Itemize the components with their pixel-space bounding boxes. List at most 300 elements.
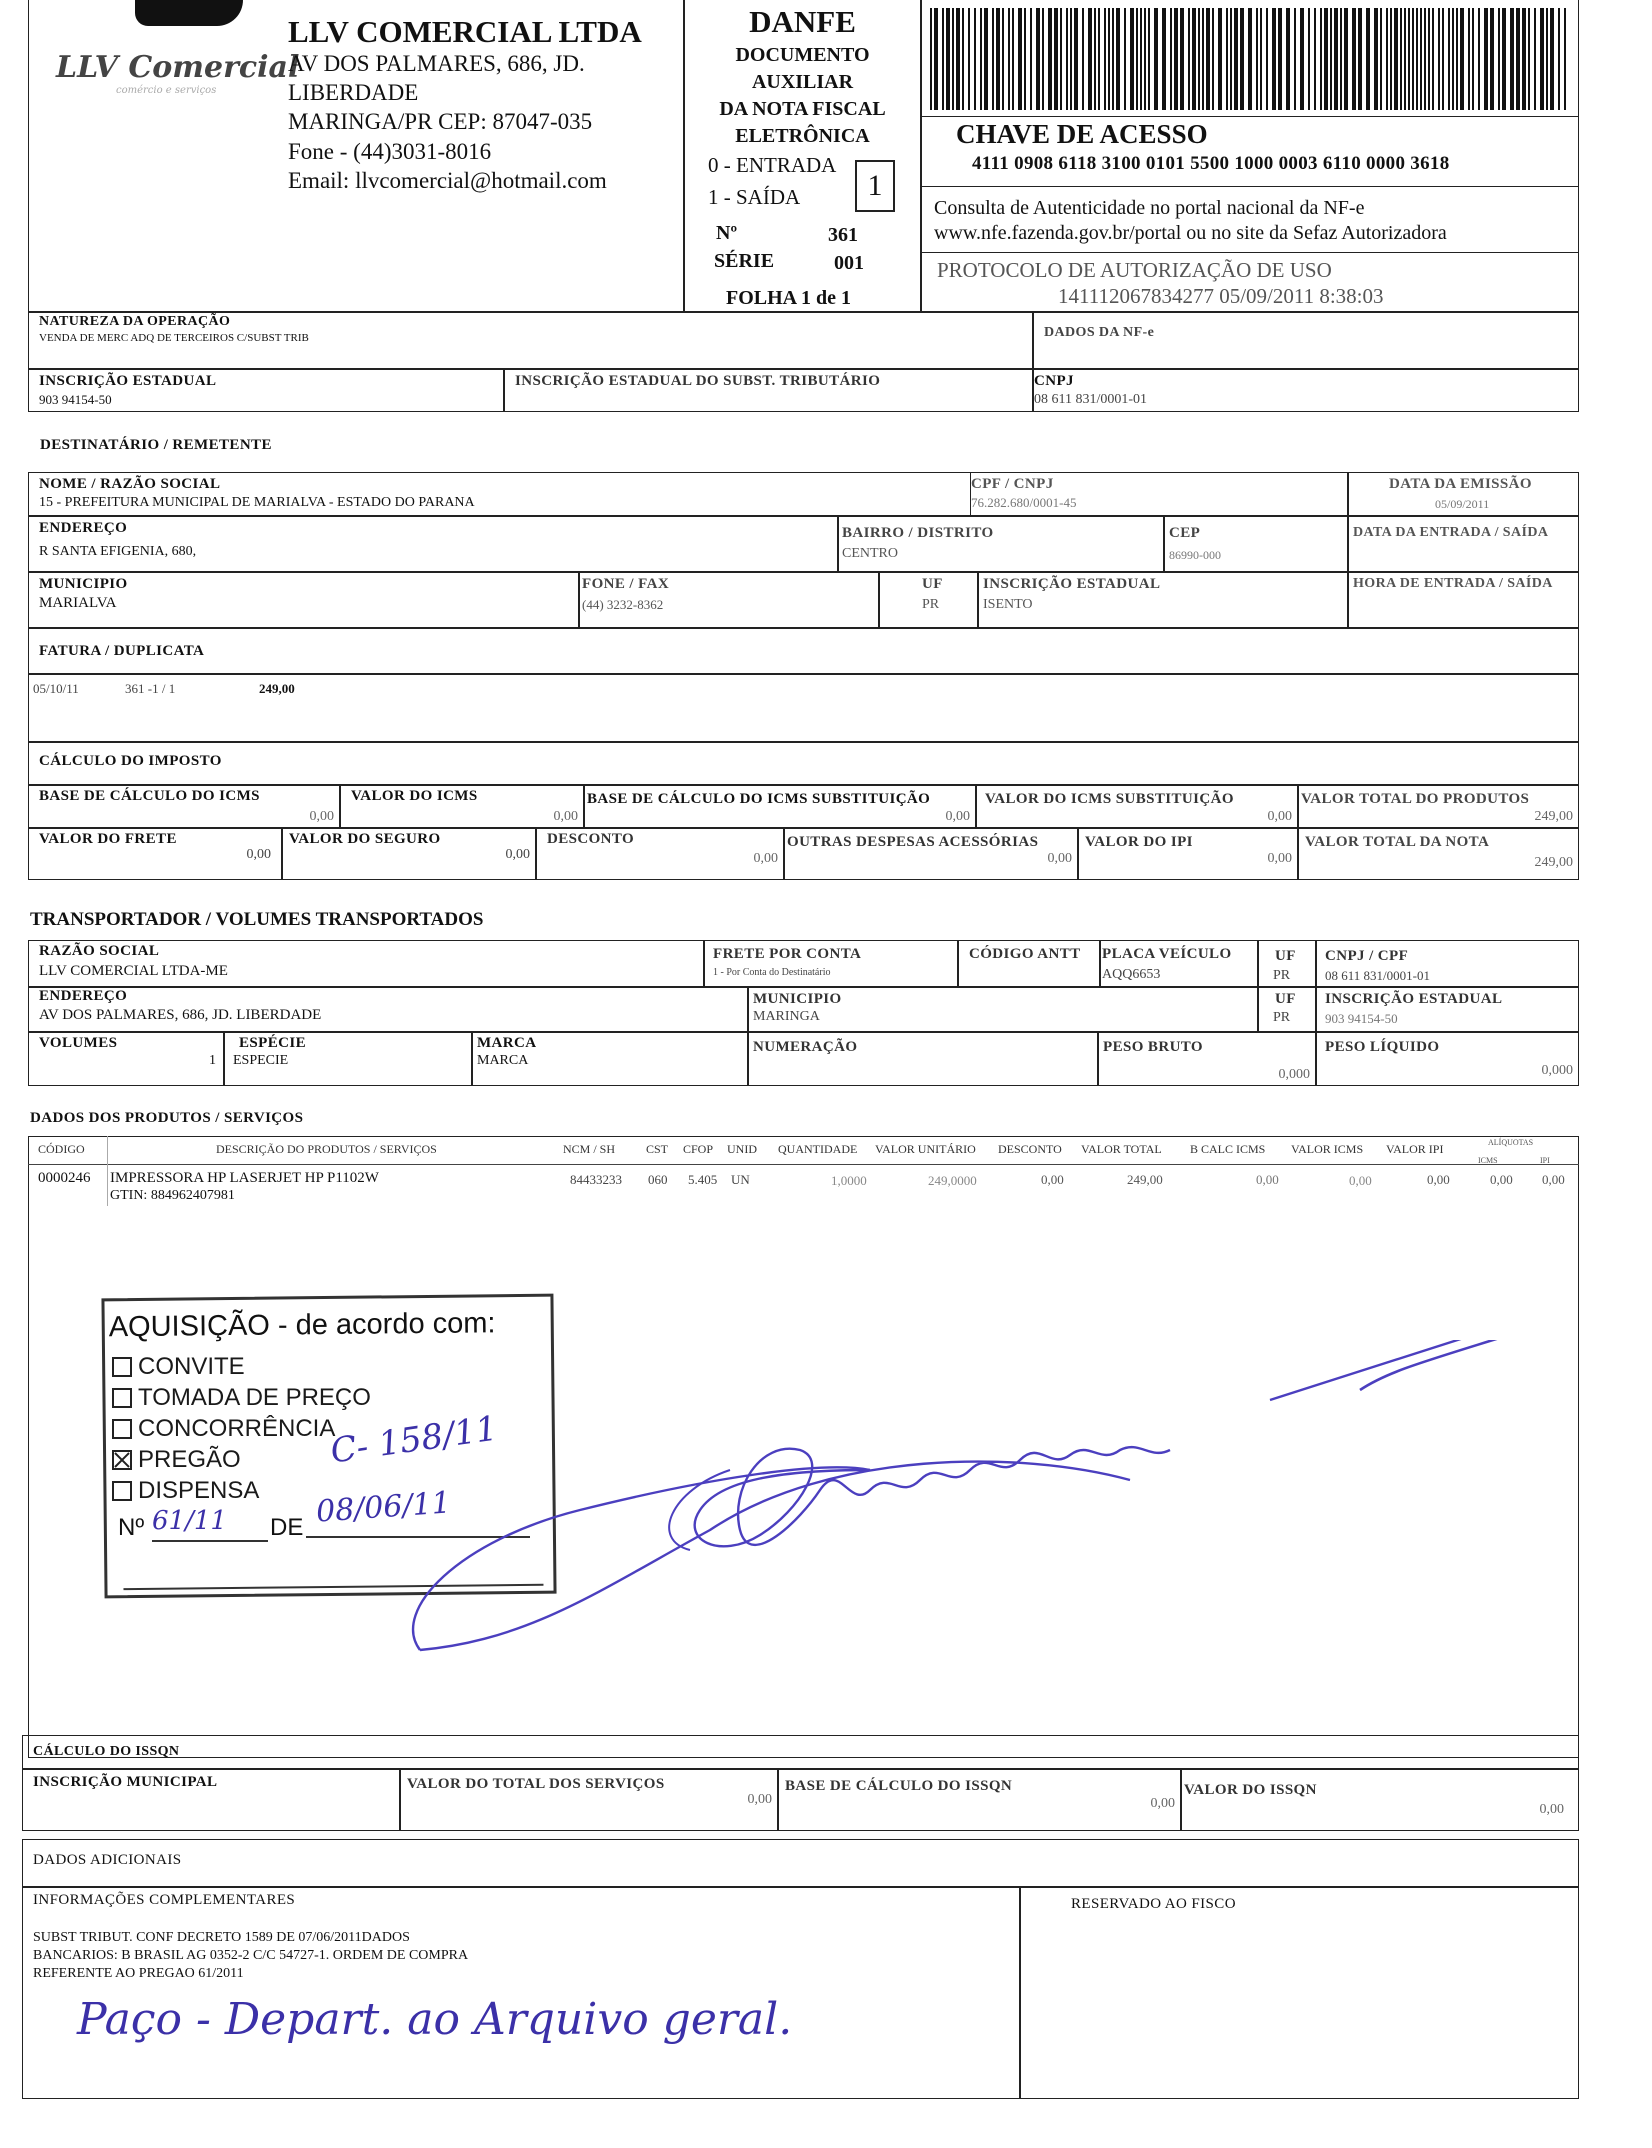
field-label: BASE DE CÁLCULO DO ICMS <box>39 788 260 804</box>
transp-cnpj <box>1316 940 1579 987</box>
field-value: 0,00 <box>246 847 271 862</box>
issqn-header <box>22 1735 1579 1769</box>
transp-marca-value: MARCA <box>477 1053 529 1068</box>
field-label: RAZÃO SOCIAL <box>39 943 160 959</box>
field-label: CEP <box>1169 525 1201 541</box>
barcode-bar <box>1240 8 1244 110</box>
field-label: NOME / RAZÃO SOCIAL <box>39 476 221 492</box>
barcode-bar <box>1266 8 1268 110</box>
section-produtos: DADOS DOS PRODUTOS / SERVIÇOS <box>30 1110 304 1126</box>
barcode-bar <box>1534 8 1536 110</box>
field-label: CÓDIGO ANTT <box>969 946 1081 962</box>
barcode-bar <box>962 8 964 110</box>
field-label: DATA DA EMISSÃO <box>1389 476 1532 492</box>
signature <box>400 1340 1550 1680</box>
imposto-frete <box>28 828 282 880</box>
access-title: CHAVE DE ACESSO <box>956 119 1208 149</box>
barcode-bar <box>1452 8 1454 110</box>
imposto-v-nota <box>1298 828 1579 880</box>
barcode-bar <box>1404 8 1406 110</box>
col-header-ncm: NCM / SH <box>563 1142 616 1156</box>
col-header-codigo: CÓDIGO <box>38 1142 85 1156</box>
issuer-address2: LIBERDADE <box>288 80 419 105</box>
issqn-base <box>778 1769 1181 1831</box>
col-header-unid: UNID <box>727 1142 757 1156</box>
barcode-bar <box>996 8 1000 110</box>
barcode-bar <box>942 8 944 110</box>
transp-placa <box>1100 940 1258 987</box>
transp-numeracao <box>748 1032 1098 1086</box>
barcode-bar <box>1498 8 1500 110</box>
barcode-bar <box>1206 8 1210 110</box>
barcode-bar <box>992 8 994 110</box>
item-codigo: 0000246 <box>38 1170 91 1186</box>
barcode-bar <box>1234 8 1238 110</box>
dest-bairro <box>838 516 1164 572</box>
dest-cep <box>1164 516 1348 572</box>
item-gtin: GTIN: 884962407981 <box>110 1188 235 1203</box>
dest-fone <box>579 572 879 628</box>
barcode-bar <box>1272 8 1276 110</box>
barcode-bar <box>1330 8 1332 110</box>
dest-ie <box>978 572 1348 628</box>
danfe-subtitle <box>684 42 921 150</box>
ie-value: 903 94154-50 <box>39 392 112 407</box>
barcode-bar <box>1174 8 1178 110</box>
danfe-numero: 361 <box>828 224 858 246</box>
checkbox-icon <box>112 1419 132 1439</box>
transp-antt <box>958 940 1100 987</box>
barcode-bar <box>1124 8 1126 110</box>
item-cfop: 5.405 <box>688 1172 718 1187</box>
danfe-subtitle-line: AUXILIAR <box>751 71 854 93</box>
imposto-bc-st <box>584 785 976 828</box>
field-label: UF <box>1275 991 1296 1007</box>
barcode-bar <box>1104 8 1106 110</box>
barcode-bar <box>1366 8 1370 110</box>
barcode-bar <box>1036 8 1040 110</box>
field-label: INSCRIÇÃO MUNICIPAL <box>33 1774 218 1790</box>
barcode-bar <box>934 8 938 110</box>
imposto-bc-icms <box>28 785 340 828</box>
col-header-aliquotas: ALÍQUOTAS <box>1488 1138 1534 1147</box>
col-header-vicms: VALOR ICMS <box>1291 1142 1364 1156</box>
dest-cep-value: 86990-000 <box>1169 548 1221 562</box>
barcode-bar <box>1478 8 1480 110</box>
barcode-bar <box>946 8 950 110</box>
transp-especie <box>224 1032 472 1086</box>
field-value: 249,00 <box>1534 855 1573 870</box>
item-vtotal: 249,00 <box>1127 1172 1163 1187</box>
transp-peso-liquido <box>1316 1032 1579 1086</box>
protocolo-label: PROTOCOLO DE AUTORIZAÇÃO DE USO <box>937 258 1332 282</box>
dest-uf-value: PR <box>922 597 940 612</box>
field-value: 0,00 <box>1150 1796 1175 1811</box>
protocolo-value: 141112067834277 05/09/2011 8:38:03 <box>1058 284 1384 308</box>
barcode-bar <box>1516 8 1520 110</box>
danfe-serie: 001 <box>834 252 864 274</box>
col-header-aliq-icms: ICMS <box>1478 1156 1498 1165</box>
danfe-serie-label: SÉRIE <box>714 250 775 272</box>
barcode-bar <box>1558 8 1560 110</box>
barcode-bar <box>1390 8 1392 110</box>
transp-municipio <box>748 987 1258 1032</box>
barcode-bar <box>1324 8 1328 110</box>
transp-razao-value: LLV COMERCIAL LTDA-ME <box>39 963 228 979</box>
barcode-bar <box>1130 8 1134 110</box>
barcode-bar <box>1428 8 1430 110</box>
consulta-line1: Consulta de Autenticidade no portal nacional da NF-e <box>934 197 1365 219</box>
field-label: VALOR TOTAL DA NOTA <box>1305 834 1490 850</box>
barcode-bar <box>1380 8 1382 110</box>
stamp-option-label: DISPENSA <box>138 1477 260 1504</box>
item-unid: UN <box>731 1172 750 1187</box>
field-label: MUNICIPIO <box>39 576 128 592</box>
field-label: BASE DE CÁLCULO DO ISSQN <box>785 1778 1013 1794</box>
barcode-bar <box>1420 8 1422 110</box>
transp-volumes <box>28 1032 224 1086</box>
stamp-option-pregao <box>112 1446 241 1474</box>
barcode-bar <box>1286 8 1290 110</box>
danfe-entrada: 0 - ENTRADA <box>708 153 837 177</box>
section-transportador: TRANSPORTADOR / VOLUMES TRANSPORTADOS <box>30 909 484 930</box>
issqn-inscricao <box>22 1769 400 1831</box>
transp-ie <box>1316 987 1579 1032</box>
barcode-bar <box>1170 8 1172 110</box>
barcode-bar <box>1510 8 1514 110</box>
dest-municipio <box>28 572 579 628</box>
barcode-bar <box>1334 8 1338 110</box>
field-label: VALOR TOTAL DO PRODUTOS <box>1301 791 1530 807</box>
barcode-bar <box>1442 8 1444 110</box>
col-header-vipi: VALOR IPI <box>1386 1142 1444 1156</box>
field-value: 0,00 <box>1267 809 1292 824</box>
imposto-v-icms <box>340 785 584 828</box>
stamp-option-label: CONVITE <box>138 1353 245 1380</box>
barcode-bar <box>930 8 932 110</box>
col-header-desconto: DESCONTO <box>998 1142 1062 1156</box>
barcode-bar <box>1202 8 1204 110</box>
barcode-bar <box>1230 8 1232 110</box>
field-label: CNPJ <box>1034 373 1074 389</box>
field-label: PESO LÍQUIDO <box>1325 1039 1440 1055</box>
field-label: RESERVADO AO FISCO <box>1071 1896 1236 1912</box>
barcode-bar <box>1082 8 1084 110</box>
dest-nome-value: 15 - PREFEITURA MUNICIPAL DE MARIALVA - ESTADO DO PARANA <box>39 495 475 510</box>
barcode-bar <box>1098 8 1100 110</box>
issuer-logo <box>56 50 299 96</box>
transp-endereco <box>28 987 748 1032</box>
field-label: CPF / CNPJ <box>971 476 1054 492</box>
barcode-bar <box>1260 8 1262 110</box>
info-line: BANCARIOS: B BRASIL AG 0352-2 C/C 54727-1. ORDEM DE COMPRA <box>33 1948 469 1963</box>
dest-cpf-value: 76.282.680/0001-45 <box>971 495 1077 510</box>
barcode-bar <box>1340 8 1342 110</box>
barcode-bar <box>1528 8 1530 110</box>
item-aliq-icms: 0,00 <box>1490 1172 1513 1187</box>
field-label: UF <box>922 576 943 592</box>
issqn-valor-servicos <box>400 1769 778 1831</box>
barcode-bar <box>1002 8 1004 110</box>
col-header-bcalc: B CALC ICMS <box>1190 1142 1266 1156</box>
barcode-bar <box>1012 8 1014 110</box>
barcode-bar <box>1112 8 1114 110</box>
barcode-bar <box>1490 8 1494 110</box>
section-imposto: CÁLCULO DO IMPOSTO <box>39 753 222 769</box>
stamp-option-dispensa <box>112 1477 259 1505</box>
barcode-bar <box>1522 8 1526 110</box>
checkbox-icon <box>112 1357 132 1377</box>
field-label: DADOS DA NF-e <box>1044 325 1155 340</box>
barcode-bar <box>1400 8 1402 110</box>
barcode-bar <box>1374 8 1378 110</box>
barcode-bar <box>1030 8 1032 110</box>
imposto-header <box>28 742 1579 785</box>
checkbox-checked-icon <box>112 1450 132 1470</box>
stamp-option-convite <box>112 1353 245 1381</box>
danfe-tipo-box: 1 <box>855 160 895 212</box>
dest-hora <box>1348 572 1579 628</box>
danfe-saida: 1 - SAÍDA <box>708 185 801 209</box>
transp-marca <box>472 1032 748 1086</box>
danfe-folha: FOLHA 1 de 1 <box>726 287 852 309</box>
checkbox-icon <box>112 1388 132 1408</box>
barcode-bar <box>1108 8 1110 110</box>
field-value: 0,00 <box>1047 851 1072 866</box>
dest-ie-value: ISENTO <box>983 597 1033 612</box>
field-value: 0,00 <box>753 851 778 866</box>
field-label: PLACA VEÍCULO <box>1102 946 1232 962</box>
barcode-bar <box>1048 8 1052 110</box>
field-label: DESCONTO <box>547 831 635 847</box>
barcode <box>930 8 1570 112</box>
fatura-body <box>28 674 1579 742</box>
produtos-header-divider <box>28 1164 1579 1165</box>
imposto-v-prod <box>1298 785 1579 828</box>
field-value: 0,00 <box>1539 1802 1564 1817</box>
field-label: NATUREZA DA OPERAÇÃO <box>39 314 231 329</box>
field-label: CNPJ / CPF <box>1325 948 1409 964</box>
barcode-bar <box>1042 8 1044 110</box>
field-label: INSCRIÇÃO ESTADUAL <box>39 373 217 389</box>
field-label: UF <box>1275 948 1296 964</box>
info-line: REFERENTE AO PREGAO 61/2011 <box>33 1966 244 1981</box>
logo-text: LLV Comercial <box>56 50 300 85</box>
field-label: VALOR DO IPI <box>1085 834 1193 850</box>
field-value: 0,000 <box>1541 1063 1573 1078</box>
inscricao-estadual <box>28 369 504 412</box>
hand-stamp-date: 08/06/11 <box>314 1485 452 1530</box>
stamp-no-rule <box>152 1540 268 1542</box>
barcode-bar <box>1424 8 1426 110</box>
transp-cnpj-value: 08 611 831/0001-01 <box>1325 968 1430 983</box>
imposto-outras <box>784 828 1078 880</box>
barcode-bar <box>1248 8 1252 110</box>
barcode-bar <box>1066 8 1068 110</box>
barcode-bar <box>1412 8 1414 110</box>
barcode-bar <box>1180 8 1184 110</box>
section-destinatario: DESTINATÁRIO / REMETENTE <box>40 437 272 453</box>
barcode-bar <box>1358 8 1362 110</box>
barcode-bar <box>1088 8 1092 110</box>
field-label: ENDEREÇO <box>39 988 128 1004</box>
access-key: 4111 0908 6118 3100 0101 5500 1000 0003 6110 0000 3618 <box>972 153 1450 174</box>
transp-frete-value: 1 - Por Conta do Destinatário <box>713 967 831 978</box>
barcode-bar <box>1564 8 1566 110</box>
field-label: VOLUMES <box>39 1035 118 1051</box>
transp-endereco-value: AV DOS PALMARES, 686, JD. LIBERDADE <box>39 1007 322 1023</box>
fatura-numero: 361 -1 / 1 <box>125 681 176 696</box>
col-header-cfop: CFOP <box>683 1142 714 1156</box>
barcode-bar <box>1148 8 1150 110</box>
cnpj-value: 08 611 831/0001-01 <box>1034 392 1148 407</box>
field-label: VALOR DO ICMS <box>351 788 478 804</box>
field-label: INSCRIÇÃO ESTADUAL <box>1325 991 1503 1007</box>
imposto-ipi <box>1078 828 1298 880</box>
barcode-bar <box>1226 8 1228 110</box>
cnpj-emitente <box>1033 369 1579 412</box>
barcode-bar <box>1256 8 1258 110</box>
dados-nfe <box>1033 312 1579 369</box>
field-label: ESPÉCIE <box>239 1035 306 1051</box>
stamp-option-concorrencia <box>112 1415 335 1443</box>
scan-mark <box>135 0 243 26</box>
dest-uf <box>879 572 978 628</box>
transp-razao <box>28 940 704 987</box>
barcode-bar <box>952 8 954 110</box>
barcode-bar <box>1546 8 1548 110</box>
issuer-email: Email: llvcomercial@hotmail.com <box>288 168 607 193</box>
issuer-name: LLV COMERCIAL LTDA <box>288 14 642 49</box>
dest-nome <box>28 472 971 516</box>
barcode-bar <box>1468 8 1470 110</box>
barcode-bar <box>1154 8 1158 110</box>
dest-entrada <box>1348 516 1579 572</box>
issuer-phone: Fone - (44)3031-8016 <box>288 139 492 164</box>
col-header-quantidade: QUANTIDADE <box>778 1142 858 1156</box>
barcode-bar <box>968 8 970 110</box>
stamp-title: AQUISIÇÃO - de acordo com: <box>108 1307 496 1344</box>
stamp-de-label: DE <box>270 1514 304 1541</box>
barcode-bar <box>1352 8 1356 110</box>
barcode-bar <box>1314 8 1316 110</box>
barcode-bar <box>1070 8 1072 110</box>
col-header-cst: CST <box>646 1142 669 1156</box>
barcode-bar <box>1054 8 1058 110</box>
barcode-bar <box>1456 8 1458 110</box>
field-value: 0,00 <box>747 1792 772 1807</box>
col-header-vunit: VALOR UNITÁRIO <box>875 1142 976 1156</box>
field-label: INSCRIÇÃO ESTADUAL DO SUBST. TRIBUTÁRIO <box>515 373 881 389</box>
col-header-vtotal: VALOR TOTAL <box>1081 1142 1162 1156</box>
transp-uf2 <box>1258 987 1316 1032</box>
access-divider <box>921 116 1579 117</box>
danfe-subtitle-line: DA NOTA FISCAL <box>719 98 886 120</box>
reservado-fisco <box>1020 1887 1579 2099</box>
field-value: 0,000 <box>1278 1067 1310 1082</box>
field-label: VALOR DO TOTAL DOS SERVIÇOS <box>407 1776 665 1792</box>
barcode-bar <box>1278 8 1282 110</box>
barcode-bar <box>1416 8 1418 110</box>
field-label: VALOR DO ICMS SUBSTITUIÇÃO <box>985 791 1234 807</box>
barcode-bar <box>1144 8 1146 110</box>
field-value: 0,00 <box>505 847 530 862</box>
stamp-option-tomada <box>112 1384 371 1412</box>
natureza-operacao <box>28 312 1033 369</box>
handwritten-note: Paço - Depart. ao Arquivo geral. <box>77 1994 793 2045</box>
item-quantidade: 1,0000 <box>831 1173 867 1188</box>
section-adicionais: DADOS ADICIONAIS <box>33 1852 182 1868</box>
barcode-bar <box>1162 8 1166 110</box>
field-label: MUNICIPIO <box>753 991 842 1007</box>
barcode-bar <box>956 8 960 110</box>
barcode-bar <box>1116 8 1120 110</box>
fatura-header <box>28 628 1579 674</box>
dest-emissao <box>1348 472 1579 516</box>
field-label: FRETE POR CONTA <box>713 946 862 962</box>
barcode-bar <box>1094 8 1096 110</box>
item-ncm: 84433233 <box>570 1172 622 1187</box>
stamp-option-label: TOMADA DE PREÇO <box>138 1384 371 1411</box>
issuer-city: MARINGA/PR CEP: 87047-035 <box>288 109 593 134</box>
stamp-option-label: CONCORRÊNCIA <box>138 1415 336 1442</box>
barcode-bar <box>1550 8 1554 110</box>
barcode-bar <box>984 8 988 110</box>
barcode-bar <box>1448 8 1450 110</box>
barcode-bar <box>1074 8 1078 110</box>
transp-municipio-value: MARINGA <box>753 1009 820 1024</box>
field-label: ENDEREÇO <box>39 520 128 536</box>
transp-uf2-value: PR <box>1273 1010 1291 1025</box>
danfe-subtitle-line: ELETRÔNICA <box>735 125 870 147</box>
item-desconto: 0,00 <box>1041 1172 1064 1187</box>
item-bcalc: 0,00 <box>1256 1172 1279 1187</box>
field-label: NUMERAÇÃO <box>753 1039 858 1055</box>
danfe-subtitle-line: DOCUMENTO <box>735 44 870 66</box>
barcode-bar <box>1294 8 1296 110</box>
hand-pregao-number: C- 158/11 <box>328 1408 500 1472</box>
transp-ie-value: 903 94154-50 <box>1325 1011 1398 1026</box>
barcode-bar <box>1198 8 1200 110</box>
barcode-bar <box>1320 8 1322 110</box>
field-value: 0,00 <box>945 809 970 824</box>
hand-stamp-number: 61/11 <box>152 1506 227 1536</box>
item-aliq-ipi: 0,00 <box>1542 1172 1565 1187</box>
imposto-desconto <box>536 828 784 880</box>
logo-subtext: comércio e serviços <box>116 85 217 96</box>
field-label: INSCRIÇÃO ESTADUAL <box>983 576 1161 592</box>
field-value: 0,00 <box>1267 851 1292 866</box>
barcode-bar <box>1300 8 1304 110</box>
danfe-title: DANFE <box>749 4 856 39</box>
field-label: FONE / FAX <box>582 576 670 592</box>
consulta-line2: www.nfe.fazenda.gov.br/portal ou no site da Sefaz Autorizadora <box>934 222 1447 244</box>
barcode-bar <box>1018 8 1022 110</box>
barcode-bar <box>1008 8 1010 110</box>
item-vipi: 0,00 <box>1427 1172 1450 1187</box>
field-label: INFORMAÇÕES COMPLEMENTARES <box>33 1892 296 1908</box>
section-issqn: CÁLCULO DO ISSQN <box>33 1744 180 1759</box>
danfe-numero-label: Nº <box>716 222 738 244</box>
barcode-bar <box>1024 8 1026 110</box>
item-vunit: 249,0000 <box>928 1173 977 1188</box>
stamp-no-label: Nº <box>118 1514 145 1541</box>
barcode-bar <box>1540 8 1544 110</box>
barcode-bar <box>1344 8 1348 110</box>
barcode-bar <box>1136 8 1138 110</box>
transp-uf <box>1258 940 1316 987</box>
issqn-valor <box>1181 1769 1579 1831</box>
